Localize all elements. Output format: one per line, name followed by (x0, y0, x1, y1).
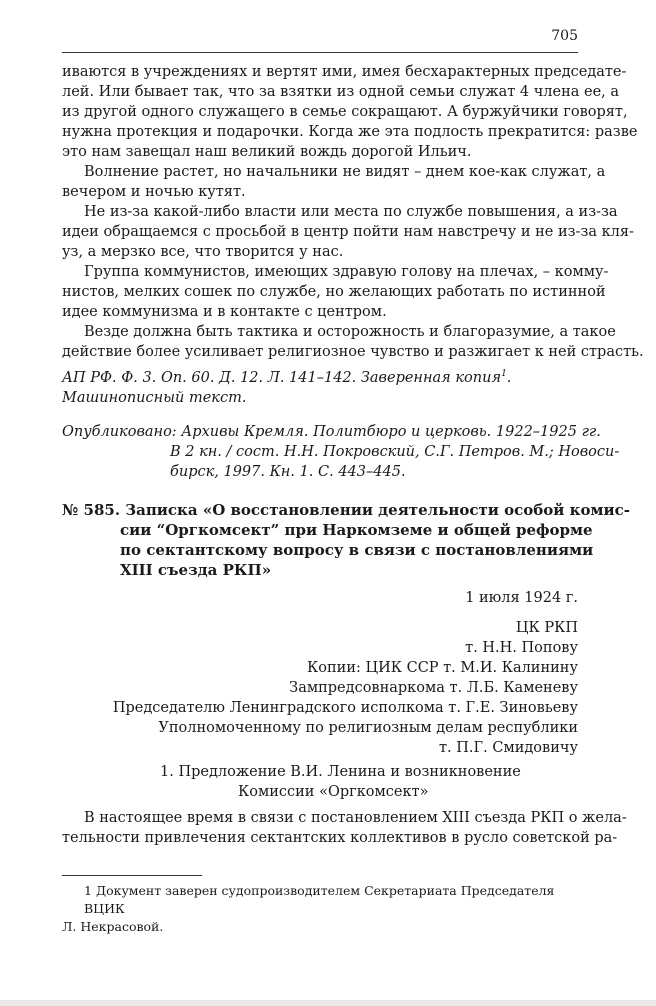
text-line: Волнение растет, но начальники не видят – днем кое-как служат, а (84, 164, 606, 180)
text-line: уз, а мерзко все, что творится у нас. (62, 244, 344, 260)
addressee-line: Председателю Ленинградского исполкома т. Г.Е. Зиновьеву (112, 700, 578, 716)
footnote-number: 1 (84, 883, 92, 898)
footnote (62, 882, 578, 936)
document-title (62, 500, 631, 580)
title-line: сии “Оргкомсект” при Наркомземе и общей реформе (120, 521, 593, 539)
footnote-line-1: Документ заверен судопроизводителем Секретариата Председателя ВЦИК (84, 883, 555, 916)
publication-reference (62, 422, 620, 482)
text-line: лей. Или бывает так, что за взятки из одной семьи служат 4 члена ее, а (62, 84, 620, 100)
addressee-line: Уполномоченному по религиозным делам республики (158, 720, 578, 736)
published-line-2: В 2 кн. / сост. Н.Н. Покровский, С.Г. Петров. М.; Новоси- (170, 444, 620, 460)
text-line: Не из-за какой-либо власти или места по службе повышения, а из-за (84, 204, 618, 220)
page-number: 705 (551, 28, 578, 44)
header-rule (62, 52, 578, 53)
footnote-line-2: Л. Некрасовой. (62, 919, 164, 934)
section-heading (62, 762, 578, 802)
addressee-line: Зампредсовнаркома т. Л.Б. Каменеву (289, 680, 578, 696)
text-line: Группа коммунистов, имеющих здравую голову на плечах, – комму- (84, 264, 609, 280)
heading-line: 1. Предложение В.И. Ленина и возникновение (160, 764, 521, 780)
title-line: XIII съезда РКП» (120, 561, 272, 579)
footnote-rule (62, 875, 202, 876)
archive-line-1: АП РФ. Ф. 3. Оп. 60. Д. 12. Л. 141–142. Заверенная копия (62, 370, 502, 386)
heading-line: Комиссии «Оргкомсект» (238, 784, 429, 800)
page-bottom-edge (0, 1000, 656, 1006)
text-line: это нам завещал наш великий вождь дорогой Ильич. (62, 144, 472, 160)
text-line: иваются в учреждениях и вертят ими, имея бесхарактерных председате- (62, 64, 627, 80)
title-line: № 585. Записка «О восстановлении деятельности особой комис- (62, 501, 631, 519)
archive-reference (62, 368, 578, 408)
archive-line-2: Машинописный текст. (62, 390, 247, 406)
letter-paragraph-4 (62, 262, 609, 322)
published-line-1: Опубликовано: Архивы Кремля. Политбюро и церковь. 1922–1925 гг. (62, 424, 601, 440)
letter-paragraph-3 (62, 202, 634, 262)
text-line: действие более усиливает религиозное чувство и разжигает к ней страсть. (62, 344, 644, 360)
text-line: Везде должна быть тактика и осторожность и благоразумие, а такое (84, 324, 616, 340)
addressee-line: Копии: ЦИК ССР т. М.И. Калинину (307, 660, 578, 676)
document-date: 1 июля 1924 г. (465, 590, 578, 606)
text-line: из другой одного служащего в семье сокращают. А буржуйчики говорят, (62, 104, 628, 120)
letter-paragraph-5 (62, 322, 644, 362)
archive-line-end: . (506, 370, 512, 386)
letter-paragraph-1 (62, 62, 638, 162)
archive-line (62, 368, 578, 388)
footnote-marker[interactable]: 1 (501, 369, 507, 380)
text-line: В настоящее время в связи с постановлением XIII съезда РКП о жела- (84, 810, 627, 826)
text-line: вечером и ночью кутят. (62, 184, 246, 200)
text-line: идее коммунизма и в контакте с центром. (62, 304, 387, 320)
addressee-line: т. П.Г. Смидовичу (439, 740, 578, 756)
addressee-line: т. Н.Н. Попову (465, 640, 578, 656)
addressee-line: ЦК РКП (515, 620, 578, 636)
addressee-block (62, 618, 578, 758)
text-line: нистов, мелких сошек по службе, но желающих работать по истинной (62, 284, 606, 300)
document-body (62, 808, 627, 848)
title-line: по сектантскому вопросу в связи с постановлениями (120, 541, 594, 559)
letter-paragraph-2 (62, 162, 606, 202)
published-line-3: бирск, 1997. Кн. 1. С. 443–445. (170, 464, 406, 480)
text-line: идеи обращаемся с просьбой в центр пойти нам навстречу и не из-за кля- (62, 224, 634, 240)
text-line: нужна протекция и подарочки. Когда же эта подлость прекратится: разве (62, 124, 638, 140)
text-line: тельности привлечения сектантских коллективов в русло советской ра- (62, 830, 618, 846)
